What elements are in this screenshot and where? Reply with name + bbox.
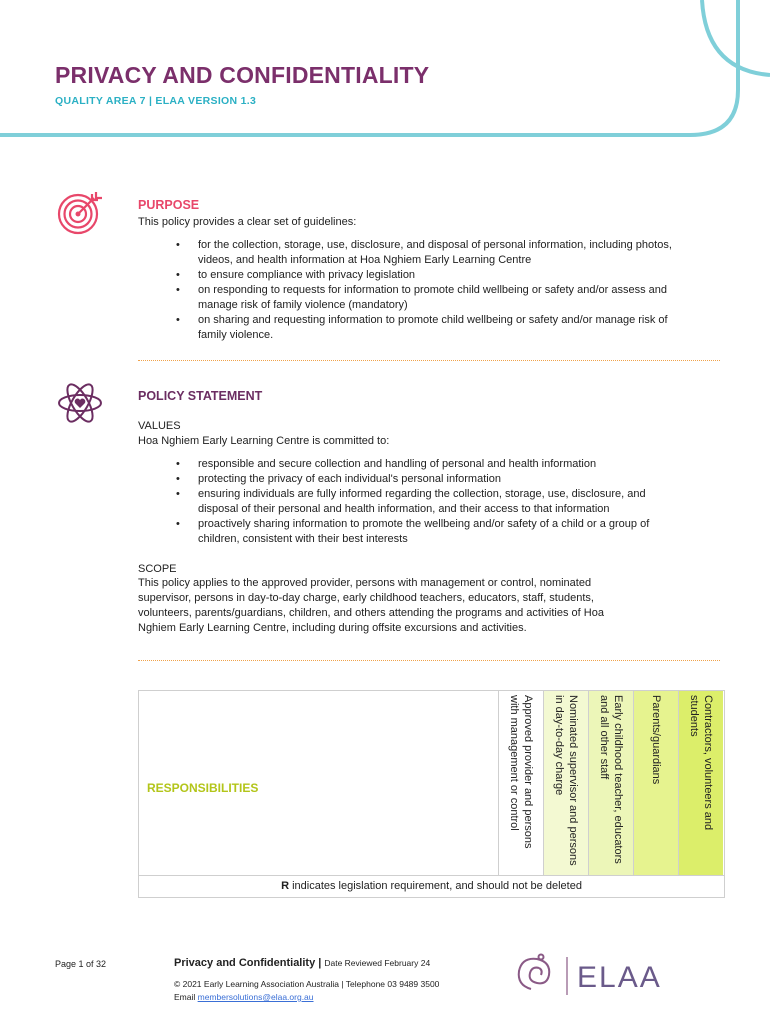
footer-email-line [174,991,439,1004]
list-item: • on responding to requests for information to promote child wellbeing or safety and/or assess and manage risk of family violence (mandatory) [176,283,686,313]
footer-title-text: Privacy and Confidentiality | [174,957,322,969]
column-header-text: Contractors, volunteers and students [688,695,714,831]
column-header-text: Nominated supervisor and persons in day-to-day charge [553,695,579,866]
list-item: • on sharing and requesting information to promote child wellbeing or safety and/or manage risk of family violence. [176,313,686,343]
list-item: • responsible and secure collection and handling of personal and health information [176,457,686,472]
list-item: • protecting the privacy of each individual's personal information [176,472,686,487]
list-item: • for the collection, storage, use, disclosure, and disposal of personal information, including photos, videos, and health information at Hoa Nghiem Early Learning Centre [176,238,686,268]
purpose-heading: PURPOSE [138,198,200,212]
elaa-logo [515,951,680,999]
values-list [176,457,686,547]
list-item: • to ensure compliance with privacy legislation [176,268,686,283]
responsibilities-table [138,690,725,898]
responsibilities-label: RESPONSIBILITIES [147,781,259,795]
footer-date: Date Reviewed February 24 [324,958,431,968]
footer-contact [174,978,439,1004]
footer-copyright: © 2021 Early Learning Association Australia | Telephone 03 9489 3500 [174,979,440,989]
purpose-list [176,238,686,343]
column-header-text: Parents/guardians [650,695,662,785]
values-intro: Hoa Nghiem Early Learning Centre is committed to: [138,435,390,447]
footer-doc-title [174,957,430,969]
email-link[interactable]: membersolutions@elaa.org.au [197,992,314,1002]
legend-text: indicates legislation requirement, and should not be deleted [289,880,582,892]
column-header [678,691,723,875]
page-number: Page 1 of 32 [55,959,107,969]
column-header [588,691,633,875]
column-header [498,691,543,875]
atom-heart-icon [56,379,104,427]
target-icon [56,188,104,236]
values-label: VALUES [138,420,181,432]
legend-symbol: R [281,880,290,892]
policy-statement-heading: POLICY STATEMENT [138,389,263,403]
column-header-text: Early childhood teacher, educators and all other staff [598,695,624,864]
column-header [543,691,588,875]
column-header-text: Approved provider and persons with management or control [508,695,534,849]
logo-text: ELAA [577,961,662,994]
scope-label: SCOPE [138,563,177,575]
email-label: Email [174,992,198,1002]
section-divider [138,360,720,361]
list-item: • proactively sharing information to promote the wellbeing and/or safety of a child or a group of children, consistent with their best interests [176,517,686,547]
legend-row [139,875,724,898]
page-subtitle: QUALITY AREA 7 | ELAA VERSION 1.3 [55,95,257,107]
scope-text: This policy applies to the approved provider, persons with management or control, nominated supervisor, persons in day-to-day charge, early childhood teachers, educators, staff, students, volunteers, parents/guardians, children, and others attending the programs and activities of Hoa Nghiem Early Learning Centre, including during offsite excursions and activities. [138,577,604,634]
page-title: PRIVACY AND CONFIDENTIALITY [55,62,430,88]
purpose-intro: This policy provides a clear set of guidelines: [138,216,357,228]
section-divider [138,660,720,661]
column-header [633,691,678,875]
list-item: • ensuring individuals are fully informed regarding the collection, storage, use, disclosure, and disposal of their personal and health information, and their access to that information [176,487,686,517]
